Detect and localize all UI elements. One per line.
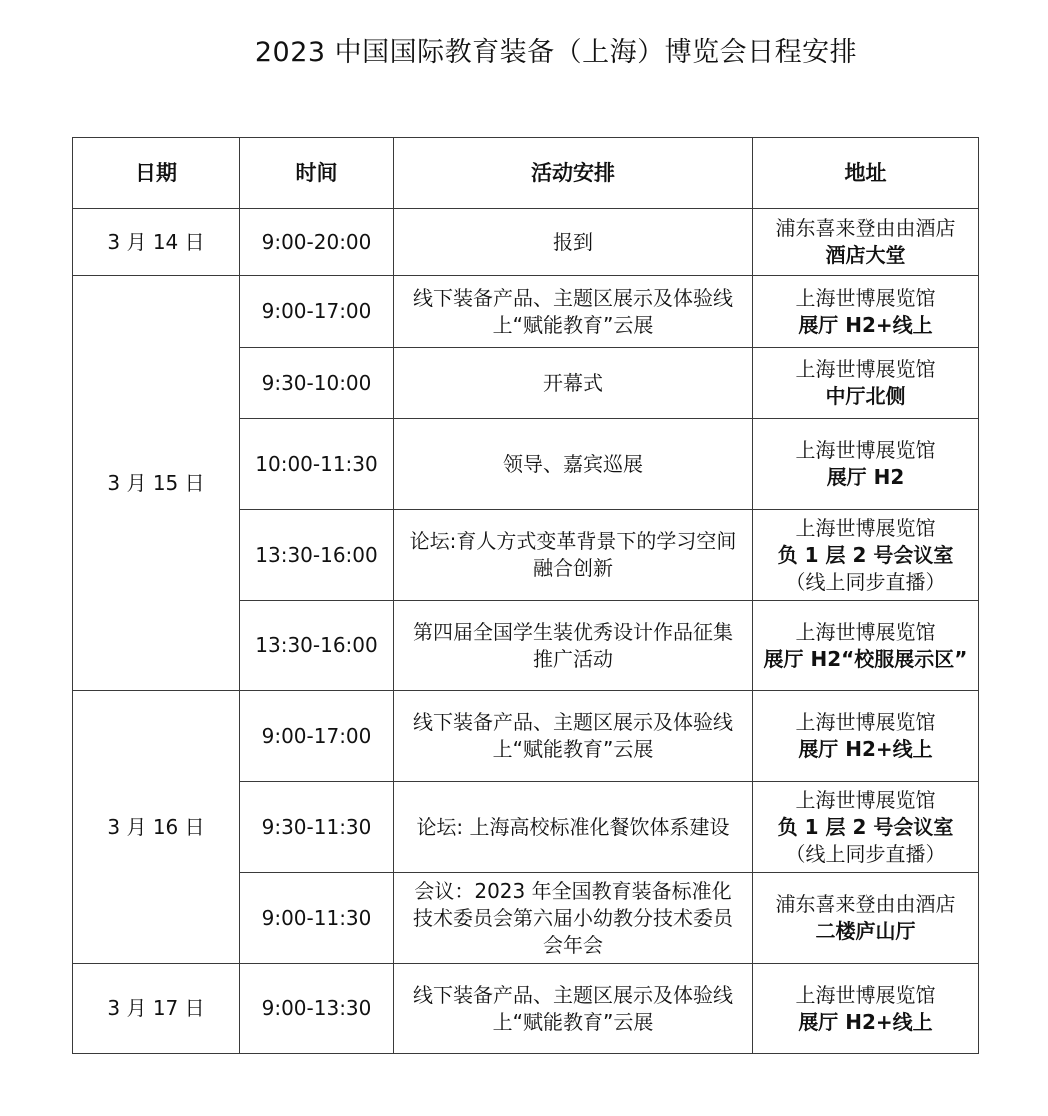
- venue-name: 上海世博展览馆: [795, 787, 936, 812]
- schedule-table: [72, 137, 979, 1054]
- table-header-row: [73, 138, 979, 209]
- time-cell: 10:00-11:30: [240, 419, 394, 510]
- activity-cell: [394, 419, 753, 510]
- location-cell: [753, 276, 979, 348]
- venue-name: 上海世博展览馆: [795, 710, 936, 734]
- venue-name: 上海世博展览馆: [795, 285, 936, 310]
- activity-cell: [394, 782, 753, 873]
- venue-name: 浦东喜来登由由酒店: [775, 216, 956, 240]
- venue-room: 展厅 H2+线上: [798, 737, 933, 761]
- location-cell: [753, 873, 979, 964]
- activity-text: 论坛: 上海高校标准化餐饮体系建设: [416, 814, 730, 839]
- venue-room: 展厅 H2: [826, 465, 905, 489]
- table-row: [73, 964, 979, 1054]
- venue-room: 酒店大堂: [825, 243, 906, 267]
- venue-name: 上海世博展览馆: [795, 357, 936, 381]
- venue-name: 上海世博展览馆: [795, 515, 936, 540]
- activity-cell: [394, 510, 753, 601]
- location-cell: [753, 691, 979, 782]
- venue-room: 展厅 H2+线上: [798, 312, 933, 337]
- venue-room: 中厅北侧: [825, 384, 906, 408]
- activity-text: 线下装备产品、主题区展示及体验线上“赋能教育”云展: [413, 285, 733, 337]
- activity-text: 论坛:育人方式变革背景下的学习空间融合创新: [409, 529, 737, 580]
- venue-note: （线上同步直播）: [785, 569, 946, 594]
- venue-name: 上海世博展览馆: [795, 982, 936, 1007]
- activity-cell: [394, 873, 753, 964]
- venue-room: 展厅 H2+线上: [798, 1009, 933, 1034]
- date-cell: 3 月 14 日: [73, 209, 240, 276]
- date-cell: 3 月 16 日: [73, 691, 240, 964]
- activity-cell: [394, 691, 753, 782]
- activity-cell: [394, 348, 753, 419]
- location-cell: [753, 601, 979, 691]
- venue-name: 浦东喜来登由由酒店: [775, 892, 956, 916]
- activity-text: 会议：2023 年全国教育装备标准化技术委员会第六届小幼教分技术委员会年会: [413, 878, 733, 957]
- page-title: 2023 中国国际教育装备（上海）博览会日程安排: [254, 37, 858, 68]
- time-cell: 9:00-11:30: [240, 873, 394, 964]
- time-cell: 9:00-20:00: [240, 209, 394, 276]
- time-cell: 9:00-17:00: [240, 276, 394, 348]
- date-cell: 3 月 15 日: [73, 276, 240, 691]
- venue-room: 负 1 层 2 号会议室: [777, 542, 954, 567]
- date-cell: 3 月 17 日: [73, 964, 240, 1054]
- activity-text: 线下装备产品、主题区展示及体验线上“赋能教育”云展: [413, 982, 733, 1034]
- header-time: 时间: [240, 138, 394, 209]
- activity-text: 报到: [553, 229, 593, 254]
- time-cell: 13:30-16:00: [240, 510, 394, 601]
- venue-room: 展厅 H2“校服展示区”: [763, 646, 968, 671]
- table-row: [73, 691, 979, 782]
- time-cell: 9:00-17:00: [240, 691, 394, 782]
- activity-text: 第四届全国学生装优秀设计作品征集推广活动: [413, 619, 733, 671]
- venue-name: 上海世博展览馆: [795, 438, 936, 462]
- location-cell: [753, 510, 979, 601]
- venue-note: （线上同步直播）: [785, 841, 946, 866]
- venue-name: 上海世博展览馆: [795, 619, 936, 644]
- table-row: [73, 276, 979, 348]
- activity-cell: [394, 964, 753, 1054]
- time-cell: 9:00-13:30: [240, 964, 394, 1054]
- activity-cell: [394, 209, 753, 276]
- location-cell: [753, 419, 979, 510]
- activity-text: 领导、嘉宾巡展: [503, 451, 643, 476]
- time-cell: 13:30-16:00: [240, 601, 394, 691]
- location-cell: [753, 348, 979, 419]
- activity-text: 线下装备产品、主题区展示及体验线上“赋能教育”云展: [413, 710, 733, 761]
- time-cell: 9:30-11:30: [240, 782, 394, 873]
- location-cell: [753, 964, 979, 1054]
- location-cell: [753, 209, 979, 276]
- table-row: [73, 209, 979, 276]
- header-date: 日期: [73, 138, 240, 209]
- venue-room: 二楼庐山厅: [815, 919, 916, 943]
- header-location: 地址: [753, 138, 979, 209]
- activity-cell: [394, 601, 753, 691]
- time-cell: 9:30-10:00: [240, 348, 394, 419]
- venue-room: 负 1 层 2 号会议室: [777, 814, 954, 839]
- header-activity: 活动安排: [394, 138, 753, 209]
- activity-cell: [394, 276, 753, 348]
- activity-text: 开幕式: [543, 370, 603, 395]
- location-cell: [753, 782, 979, 873]
